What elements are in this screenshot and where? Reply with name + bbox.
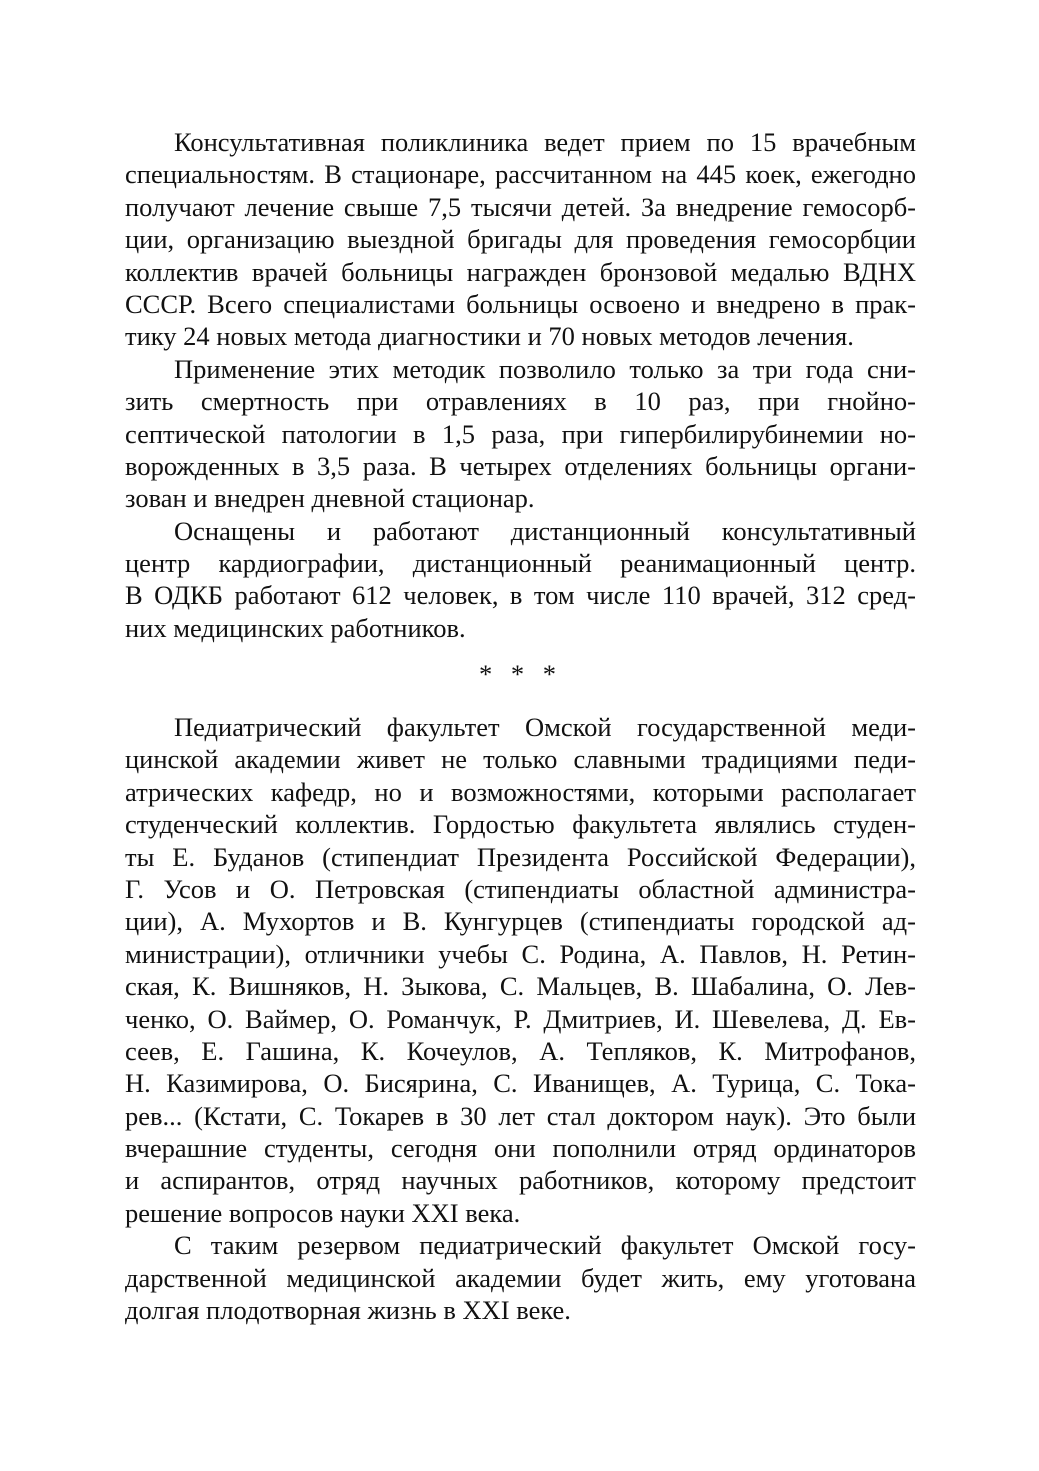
section-2 <box>125 711 916 1326</box>
text-line: них медицинских работников. <box>125 612 466 643</box>
text-line: тику 24 новых метода диагностики и 70 новых методов лечения. <box>125 321 854 352</box>
text-line: коллектив врачей больницы награжден бронзовой медалью ВДНХ <box>125 256 916 287</box>
text-line: министрации), отличники учебы С. Родина, А. Павлов, Н. Ретин- <box>125 938 916 969</box>
text-line: сеев, Е. Гашина, К. Кочеулов, А. Тепляков, К. Митрофанов, <box>125 1035 916 1066</box>
text-line: цинской академии живет не только славными традициями педи- <box>125 744 916 775</box>
text-line: Педиатрический факультет Омской государственной меди- <box>174 712 916 742</box>
paragraph-2 <box>125 353 916 515</box>
text-line: долгая плодотворная жизнь в XXI веке. <box>125 1295 571 1326</box>
paragraph-1 <box>125 711 916 1229</box>
text-line: Оснащены и работают дистанционный консультативный <box>174 515 916 546</box>
text-line: ченко, О. Ваймер, О. Романчук, Р. Дмитриев, И. Шевелева, Д. Ев- <box>125 1003 916 1034</box>
text-line: С таким резервом педиатрический факультет Омской госу- <box>174 1230 916 1261</box>
section-1 <box>125 126 916 644</box>
text-line: зован и внедрен дневной стационар. <box>125 483 535 514</box>
section-separator: * * * <box>479 659 562 689</box>
paragraph-1 <box>125 126 916 353</box>
text-line: дарственной медицинской академии будет жить, ему уготована <box>125 1262 916 1293</box>
paragraph-2 <box>125 1229 916 1326</box>
text-line: септической патологии в 1,5 раза, при гипербилирубинемии но- <box>125 418 916 449</box>
text-line: вчерашние студенты, сегодня они пополнили отряд ординаторов <box>125 1133 916 1164</box>
text-line: Консультативная поликлиника ведет прием по 15 врачебным <box>174 127 916 157</box>
text-line: ции, организацию выездной бригады для проведения гемосорбции <box>125 224 916 255</box>
text-line: решение вопросов науки XXI века. <box>125 1197 521 1228</box>
paragraph-3 <box>125 515 916 645</box>
text-line: и аспирантов, отряд научных работников, которому предстоит <box>125 1165 916 1196</box>
text-line: атрических кафедр, но и возможностями, которыми располагает <box>125 776 916 807</box>
text-line: ворожденных в 3,5 раза. В четырех отделениях больницы органи- <box>125 450 916 481</box>
text-line: получают лечение свыше 7,5 тысячи детей. За внедрение гемосорб- <box>125 191 916 222</box>
text-line: Г. Усов и О. Петровская (стипендиаты областной администра- <box>125 873 916 904</box>
text-line: ции), А. Мухортов и В. Кунгурцев (стипендиаты городской ад- <box>125 906 916 937</box>
text-line: рев... (Кстати, С. Токарев в 30 лет стал доктором наук). Это были <box>125 1100 916 1131</box>
text-line: зить смертность при отравлениях в 10 раз, при гнойно- <box>125 386 916 417</box>
text-line: Н. Казимирова, О. Бисярина, С. Иванищев, А. Турица, С. Тока- <box>125 1068 916 1099</box>
text-line: Применение этих методик позволило только за три года сни- <box>174 353 916 384</box>
text-line: центр кардиографии, дистанционный реанимационный центр. <box>125 548 916 579</box>
text-line: В ОДКБ работают 612 человек, в том числе 110 врачей, 312 сред- <box>125 580 916 611</box>
text-line: СССР. Всего специалистами больницы освоено и внедрено в прак- <box>125 288 916 319</box>
text-line: специальностям. В стационаре, рассчитанном на 445 коек, ежегодно <box>125 159 916 190</box>
text-line: ты Е. Буданов (стипендиат Президента Российской Федерации), <box>125 841 916 872</box>
text-line: ская, К. Вишняков, Н. Зыкова, С. Мальцев, В. Шабалина, О. Лев- <box>125 971 916 1002</box>
text-line: студенческий коллектив. Гордостью факультета являлись студен- <box>125 809 916 840</box>
